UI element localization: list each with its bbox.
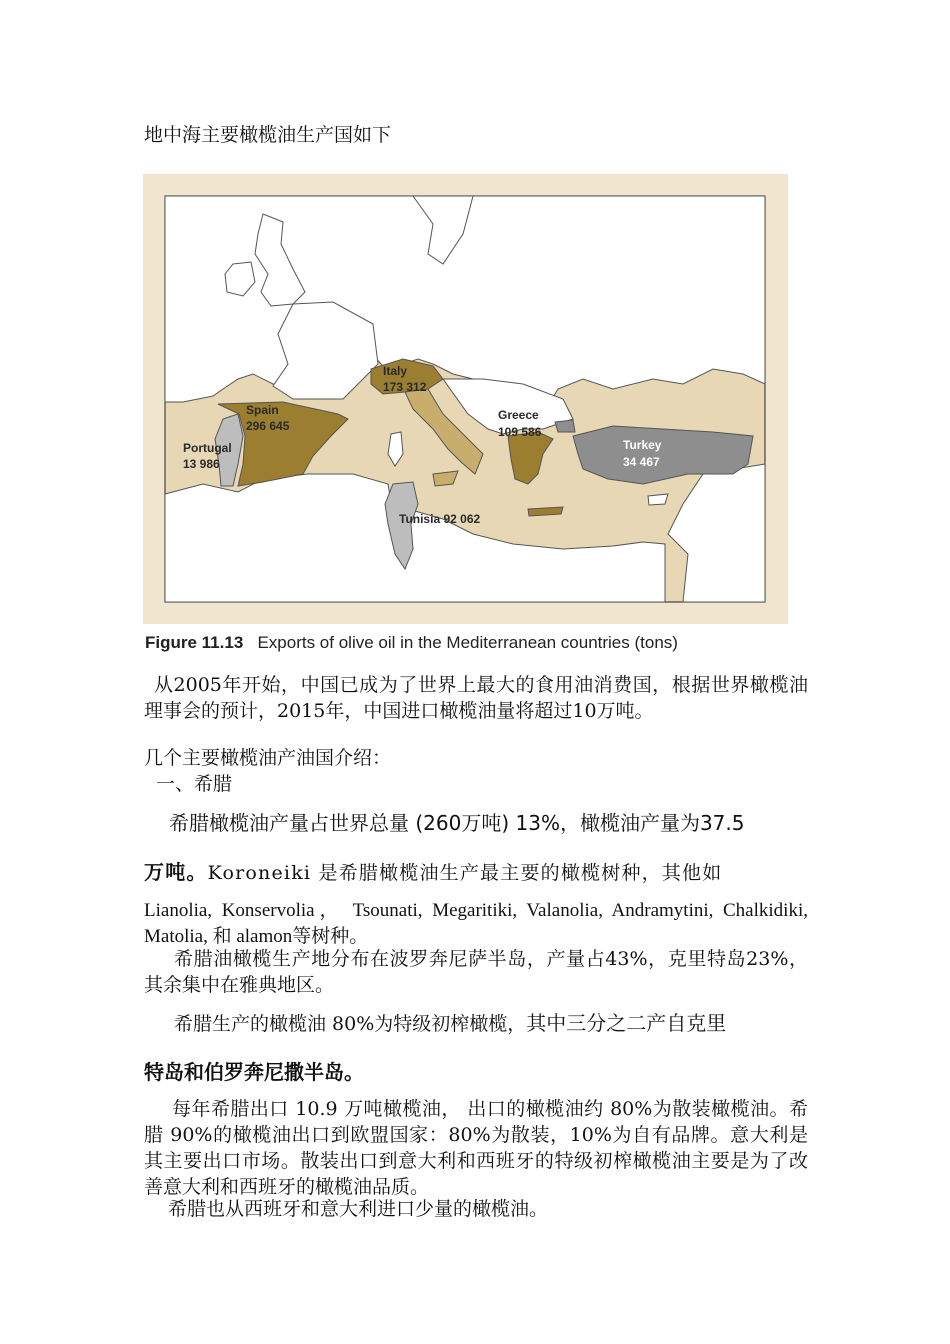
spain-value-label: 296 645 [246,419,290,433]
paragraph-export: 每年希腊出口 10.9 万吨橄榄油， 出口的橄榄油约 80%为散装橄榄油。希腊 90%的橄榄油出口到欧盟国家：80%为散装，10%为自有品牌。意大利是其主要出口市场。散装出口到意大利和西班牙的特级初榨橄榄油主要是为了改善意大利和西班牙的橄榄油品质。 [144,1098,808,1198]
figure-caption-text: Exports of olive oil in the Mediterranean countries (tons) [257,633,678,652]
extra-virgin-text: 希腊生产的橄榄油 80%为特级初榨橄榄， [174,1013,527,1035]
figure-caption [145,633,678,653]
olive-oil-export-map [143,174,788,624]
crete-shape [528,507,563,516]
turkey-value-label: 34 467 [623,455,660,469]
greece-variety-line [144,859,808,886]
spain-name-label: Spain [246,403,279,417]
section-greece-title: 一、希腊 [156,773,233,795]
extra-virgin-source: 其中三分之二产自克里 [526,1011,727,1035]
greece-production-line: 希腊橄榄油产量占世界总量 (260万吨) 13%，橄榄油产量为37.5 [169,811,745,835]
turkey-thrace-shape [555,420,575,432]
figure-label: Figure 11.13 [145,633,244,652]
greece-variety-bold: 万吨。 [144,860,208,884]
intro-line: 几个主要橄榄油产油国介绍： [144,747,392,769]
paragraph-extra-virgin [174,1010,838,1037]
paragraph-region: 希腊油橄榄生产地分布在波罗奔尼萨半岛，产量占43%，克里特岛23%，其余集中在雅典地区。 [144,948,808,996]
paragraph-import: 希腊也从西班牙和意大利进口少量的橄榄油。 [168,1198,549,1220]
greece-value-label: 109 586 [498,425,542,439]
italy-value-label: 173 312 [383,380,427,394]
turkey-name-label: Turkey [623,438,662,452]
cyprus-shape [648,494,668,505]
italy-name-label: Italy [383,364,408,378]
paragraph-china: 从2005年开始，中国已成为了世界上最大的食用油消费国，根据世界橄榄油理事会的预计，2015年，中国进口橄榄油量将超过10万吨。 [144,674,808,722]
portugal-name-label: Portugal [183,441,232,455]
greece-variety-list: Lianolia, Konservolia， Tsounati, Megaritiki, Valanolia, Andramytini, Chalkidiki, Matolia, 和 alamon等树种。 [144,900,808,947]
paragraph-extra-virgin-cont: 特岛和伯罗奔尼撒半岛。 [144,1060,364,1084]
greece-name-label: Greece [498,408,539,422]
greece-variety-text: Koroneiki 是希腊橄榄油生产最主要的橄榄树种，其他如 [207,862,723,884]
tunisia-name-label: Tunisia 92 062 [399,512,481,526]
page-heading: 地中海主要橄榄油生产国如下 [144,124,392,146]
portugal-value-label: 13 986 [183,457,220,471]
